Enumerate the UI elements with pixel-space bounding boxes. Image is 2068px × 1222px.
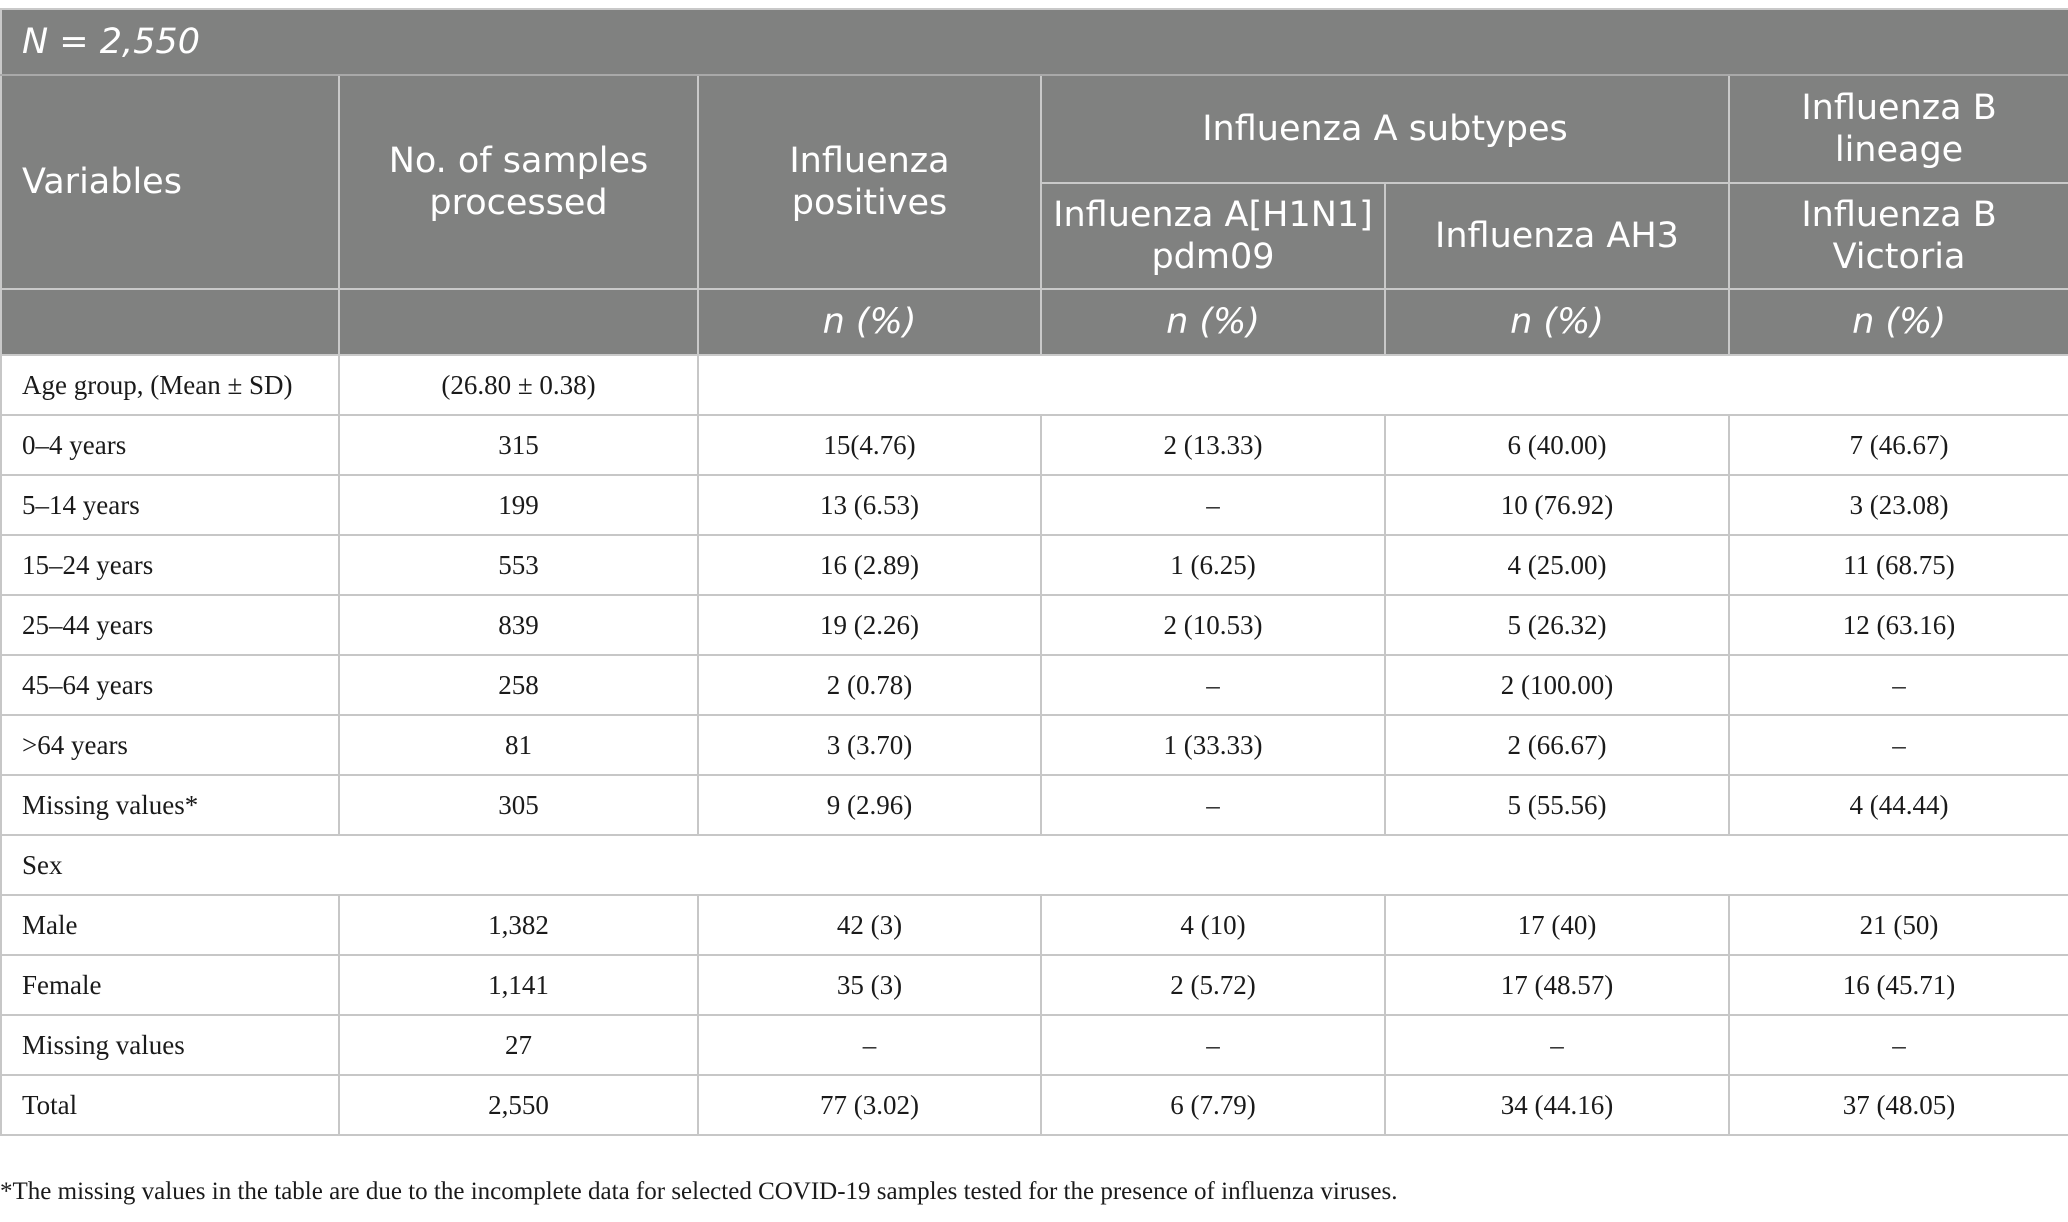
age-group-row xyxy=(1,355,2068,415)
cell-victoria: 21 (50) xyxy=(1729,895,2068,955)
cell-ah3: 34 (44.16) xyxy=(1385,1075,1729,1135)
cell-samples: 553 xyxy=(339,535,698,595)
cell-h1n1: – xyxy=(1041,655,1385,715)
cell-ah3: 4 (25.00) xyxy=(1385,535,1729,595)
header-empty-variables xyxy=(1,289,339,355)
total-row xyxy=(1,1075,2068,1135)
cell-victoria: 16 (45.71) xyxy=(1729,955,2068,1015)
header-n-percent-victoria: n (%) xyxy=(1729,289,2068,355)
influenza-table xyxy=(0,8,2068,1136)
cell-ah3: – xyxy=(1385,1015,1729,1075)
cell-h1n1: 1 (6.25) xyxy=(1041,535,1385,595)
cell-samples: 258 xyxy=(339,655,698,715)
row-label: 0–4 years xyxy=(1,415,339,475)
cell-ah3: 10 (76.92) xyxy=(1385,475,1729,535)
cell-victoria: – xyxy=(1729,1015,2068,1075)
cell-positives: 35 (3) xyxy=(698,955,1041,1015)
table-body xyxy=(1,355,2068,1135)
cell-h1n1: – xyxy=(1041,475,1385,535)
cell-samples: 199 xyxy=(339,475,698,535)
sex-section-label: Sex xyxy=(1,835,2068,895)
cell-ah3: 2 (66.67) xyxy=(1385,715,1729,775)
table-footnote: *The missing values in the table are due to the incomplete data for selected COVID-19 samples tested for the presence of influenza viruses. xyxy=(0,1178,1398,1205)
cell-samples: 1,141 xyxy=(339,955,698,1015)
cell-victoria: 11 (68.75) xyxy=(1729,535,2068,595)
cell-h1n1: 1 (33.33) xyxy=(1041,715,1385,775)
cell-victoria: – xyxy=(1729,715,2068,775)
cell-samples: 81 xyxy=(339,715,698,775)
header-influenza-b-victoria: Influenza B Victoria xyxy=(1729,183,2068,289)
header-n-percent-positives: n (%) xyxy=(698,289,1041,355)
cell-victoria: – xyxy=(1729,655,2068,715)
cell-h1n1: 6 (7.79) xyxy=(1041,1075,1385,1135)
row-label: Missing values* xyxy=(1,775,339,835)
cell-ah3: 2 (100.00) xyxy=(1385,655,1729,715)
table-row xyxy=(1,475,2068,535)
header-n-percent-ah3: n (%) xyxy=(1385,289,1729,355)
row-label: 15–24 years xyxy=(1,535,339,595)
header-influenza-ah3: Influenza AH3 xyxy=(1385,183,1729,289)
table-header xyxy=(1,9,2068,355)
row-label: Male xyxy=(1,895,339,955)
cell-positives: 15(4.76) xyxy=(698,415,1041,475)
cell-ah3: 17 (40) xyxy=(1385,895,1729,955)
header-samples-processed: No. of samples processed xyxy=(339,75,698,289)
cell-positives: 77 (3.02) xyxy=(698,1075,1041,1135)
cell-h1n1: 4 (10) xyxy=(1041,895,1385,955)
row-label: 45–64 years xyxy=(1,655,339,715)
sex-section-row xyxy=(1,835,2068,895)
age-group-empty xyxy=(698,355,2068,415)
header-variables: Variables xyxy=(1,75,339,289)
cell-samples: 839 xyxy=(339,595,698,655)
cell-samples: 1,382 xyxy=(339,895,698,955)
sample-size-caption: N = 2,550 xyxy=(1,9,2068,75)
cell-ah3: 17 (48.57) xyxy=(1385,955,1729,1015)
table-row xyxy=(1,895,2068,955)
cell-positives: – xyxy=(698,1015,1041,1075)
cell-positives: 2 (0.78) xyxy=(698,655,1041,715)
header-influenza-a-subtypes: Influenza A subtypes xyxy=(1041,75,1729,183)
header-influenza-positives: Influenza positives xyxy=(698,75,1041,289)
age-group-label: Age group, (Mean ± SD) xyxy=(1,355,339,415)
cell-h1n1: 2 (5.72) xyxy=(1041,955,1385,1015)
row-label: 5–14 years xyxy=(1,475,339,535)
header-empty-samples xyxy=(339,289,698,355)
table-row xyxy=(1,595,2068,655)
cell-positives: 16 (2.89) xyxy=(698,535,1041,595)
cell-h1n1: – xyxy=(1041,1015,1385,1075)
age-group-mean-sd: (26.80 ± 0.38) xyxy=(339,355,698,415)
cell-ah3: 5 (55.56) xyxy=(1385,775,1729,835)
row-label: Total xyxy=(1,1075,339,1135)
cell-samples: 305 xyxy=(339,775,698,835)
cell-victoria: 12 (63.16) xyxy=(1729,595,2068,655)
table-row xyxy=(1,775,2068,835)
cell-positives: 42 (3) xyxy=(698,895,1041,955)
cell-samples: 27 xyxy=(339,1015,698,1075)
cell-h1n1: 2 (10.53) xyxy=(1041,595,1385,655)
row-label: 25–44 years xyxy=(1,595,339,655)
cell-positives: 19 (2.26) xyxy=(698,595,1041,655)
table-row xyxy=(1,535,2068,595)
header-influenza-b-lineage: Influenza B lineage xyxy=(1729,75,2068,183)
cell-positives: 13 (6.53) xyxy=(698,475,1041,535)
cell-ah3: 6 (40.00) xyxy=(1385,415,1729,475)
cell-victoria: 3 (23.08) xyxy=(1729,475,2068,535)
row-label: Missing values xyxy=(1,1015,339,1075)
cell-samples: 2,550 xyxy=(339,1075,698,1135)
influenza-table-container xyxy=(0,8,2068,1136)
row-label: Female xyxy=(1,955,339,1015)
cell-positives: 3 (3.70) xyxy=(698,715,1041,775)
table-row xyxy=(1,655,2068,715)
table-row xyxy=(1,715,2068,775)
cell-ah3: 5 (26.32) xyxy=(1385,595,1729,655)
row-label: >64 years xyxy=(1,715,339,775)
table-row xyxy=(1,955,2068,1015)
header-influenza-a-h1n1: Influenza A[H1N1] pdm09 xyxy=(1041,183,1385,289)
cell-victoria: 7 (46.67) xyxy=(1729,415,2068,475)
cell-victoria: 4 (44.44) xyxy=(1729,775,2068,835)
table-row xyxy=(1,415,2068,475)
cell-victoria: 37 (48.05) xyxy=(1729,1075,2068,1135)
cell-h1n1: 2 (13.33) xyxy=(1041,415,1385,475)
cell-samples: 315 xyxy=(339,415,698,475)
cell-positives: 9 (2.96) xyxy=(698,775,1041,835)
table-row xyxy=(1,1015,2068,1075)
cell-h1n1: – xyxy=(1041,775,1385,835)
header-n-percent-h1n1: n (%) xyxy=(1041,289,1385,355)
